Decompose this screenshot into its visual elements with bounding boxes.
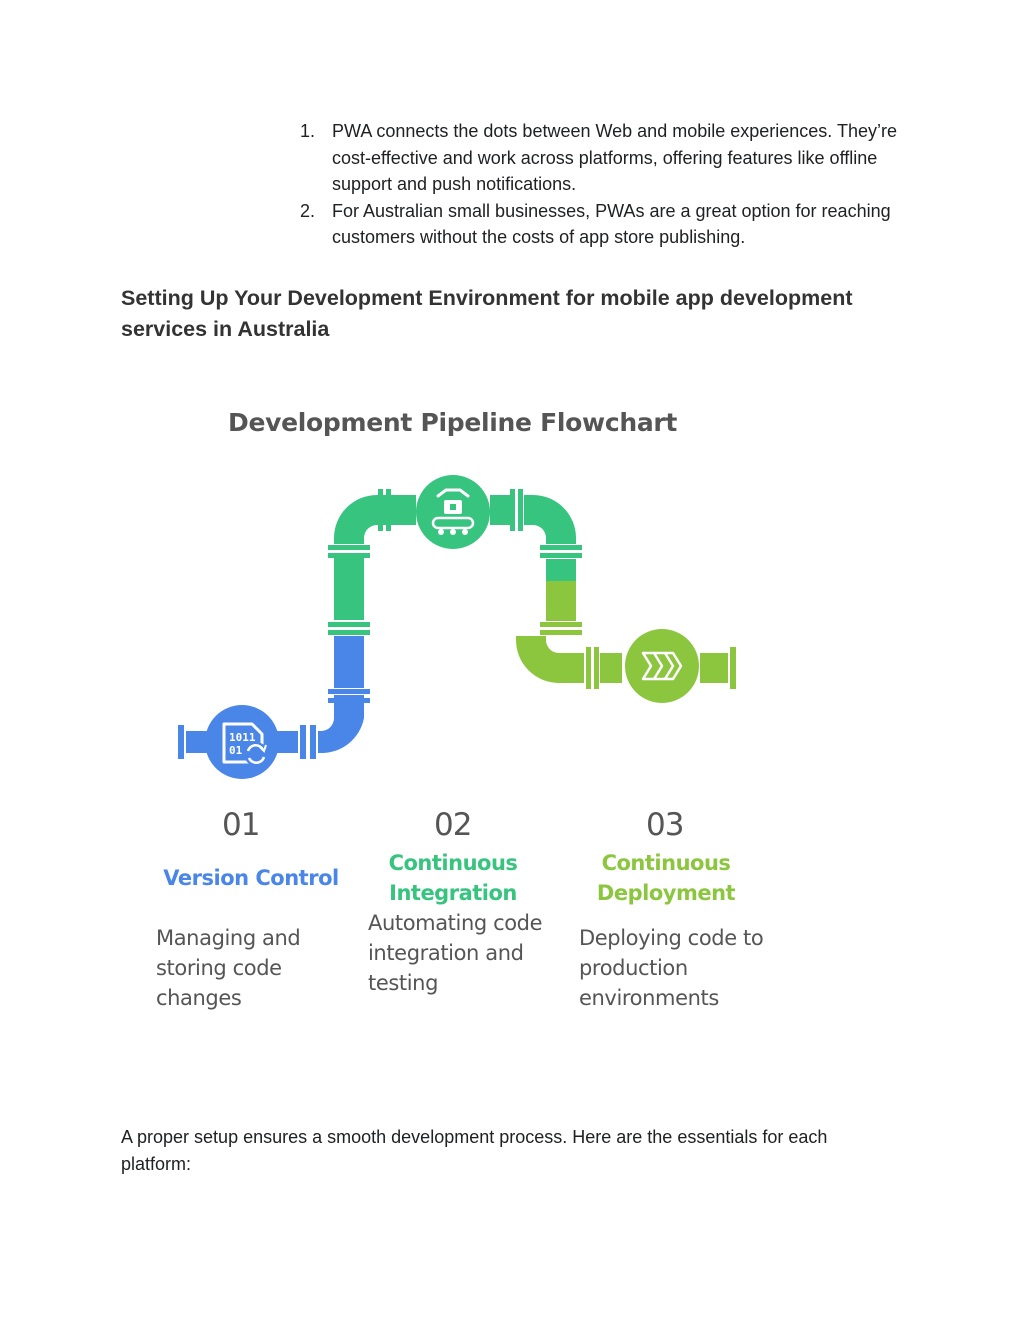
step-label-continuous-deployment: Continuous Deployment	[596, 851, 736, 905]
list-text: For Australian small businesses, PWAs are a great option for reaching customers without the costs of app store publishing.	[332, 200, 891, 247]
list-item	[300, 198, 910, 251]
step-label-version-control: Version Control	[163, 866, 339, 890]
list-item	[300, 118, 910, 198]
step-desc-continuous-integration: Automating code integration and testing	[368, 911, 543, 995]
body-paragraph: A proper setup ensures a smooth development process. Here are the essentials for each platform:	[121, 1127, 828, 1174]
list-number: 2.	[300, 200, 316, 221]
code-file-sync-icon	[205, 705, 279, 779]
intro-list	[300, 118, 910, 251]
list-number: 1.	[300, 121, 316, 141]
pipeline-flowchart	[140, 390, 780, 1050]
step-desc-version-control: Managing and storing code changes	[156, 926, 301, 1010]
step-number-3: 03	[646, 807, 684, 843]
step-desc-continuous-deployment: Deploying code to production environments	[579, 926, 764, 1010]
section-heading: Setting Up Your Development Environment for mobile app development services in Australia	[121, 286, 853, 341]
svg-text:01: 01	[229, 744, 243, 757]
forward-chevrons-icon	[625, 629, 699, 703]
svg-text:1011: 1011	[229, 731, 256, 744]
step-number-2: 02	[434, 807, 472, 843]
robot-conveyor-icon	[416, 475, 490, 549]
list-text: PWA connects the dots between Web and mobile experiences. They’re cost-effective and work across platforms, offering features like offline support and push notifications.	[332, 121, 897, 194]
step-number-1: 01	[222, 807, 260, 843]
pipeline-graphic	[140, 390, 780, 810]
flowchart-title: Development Pipeline Flowchart	[228, 408, 678, 437]
step-label-continuous-integration: Continuous Integration	[388, 851, 518, 905]
